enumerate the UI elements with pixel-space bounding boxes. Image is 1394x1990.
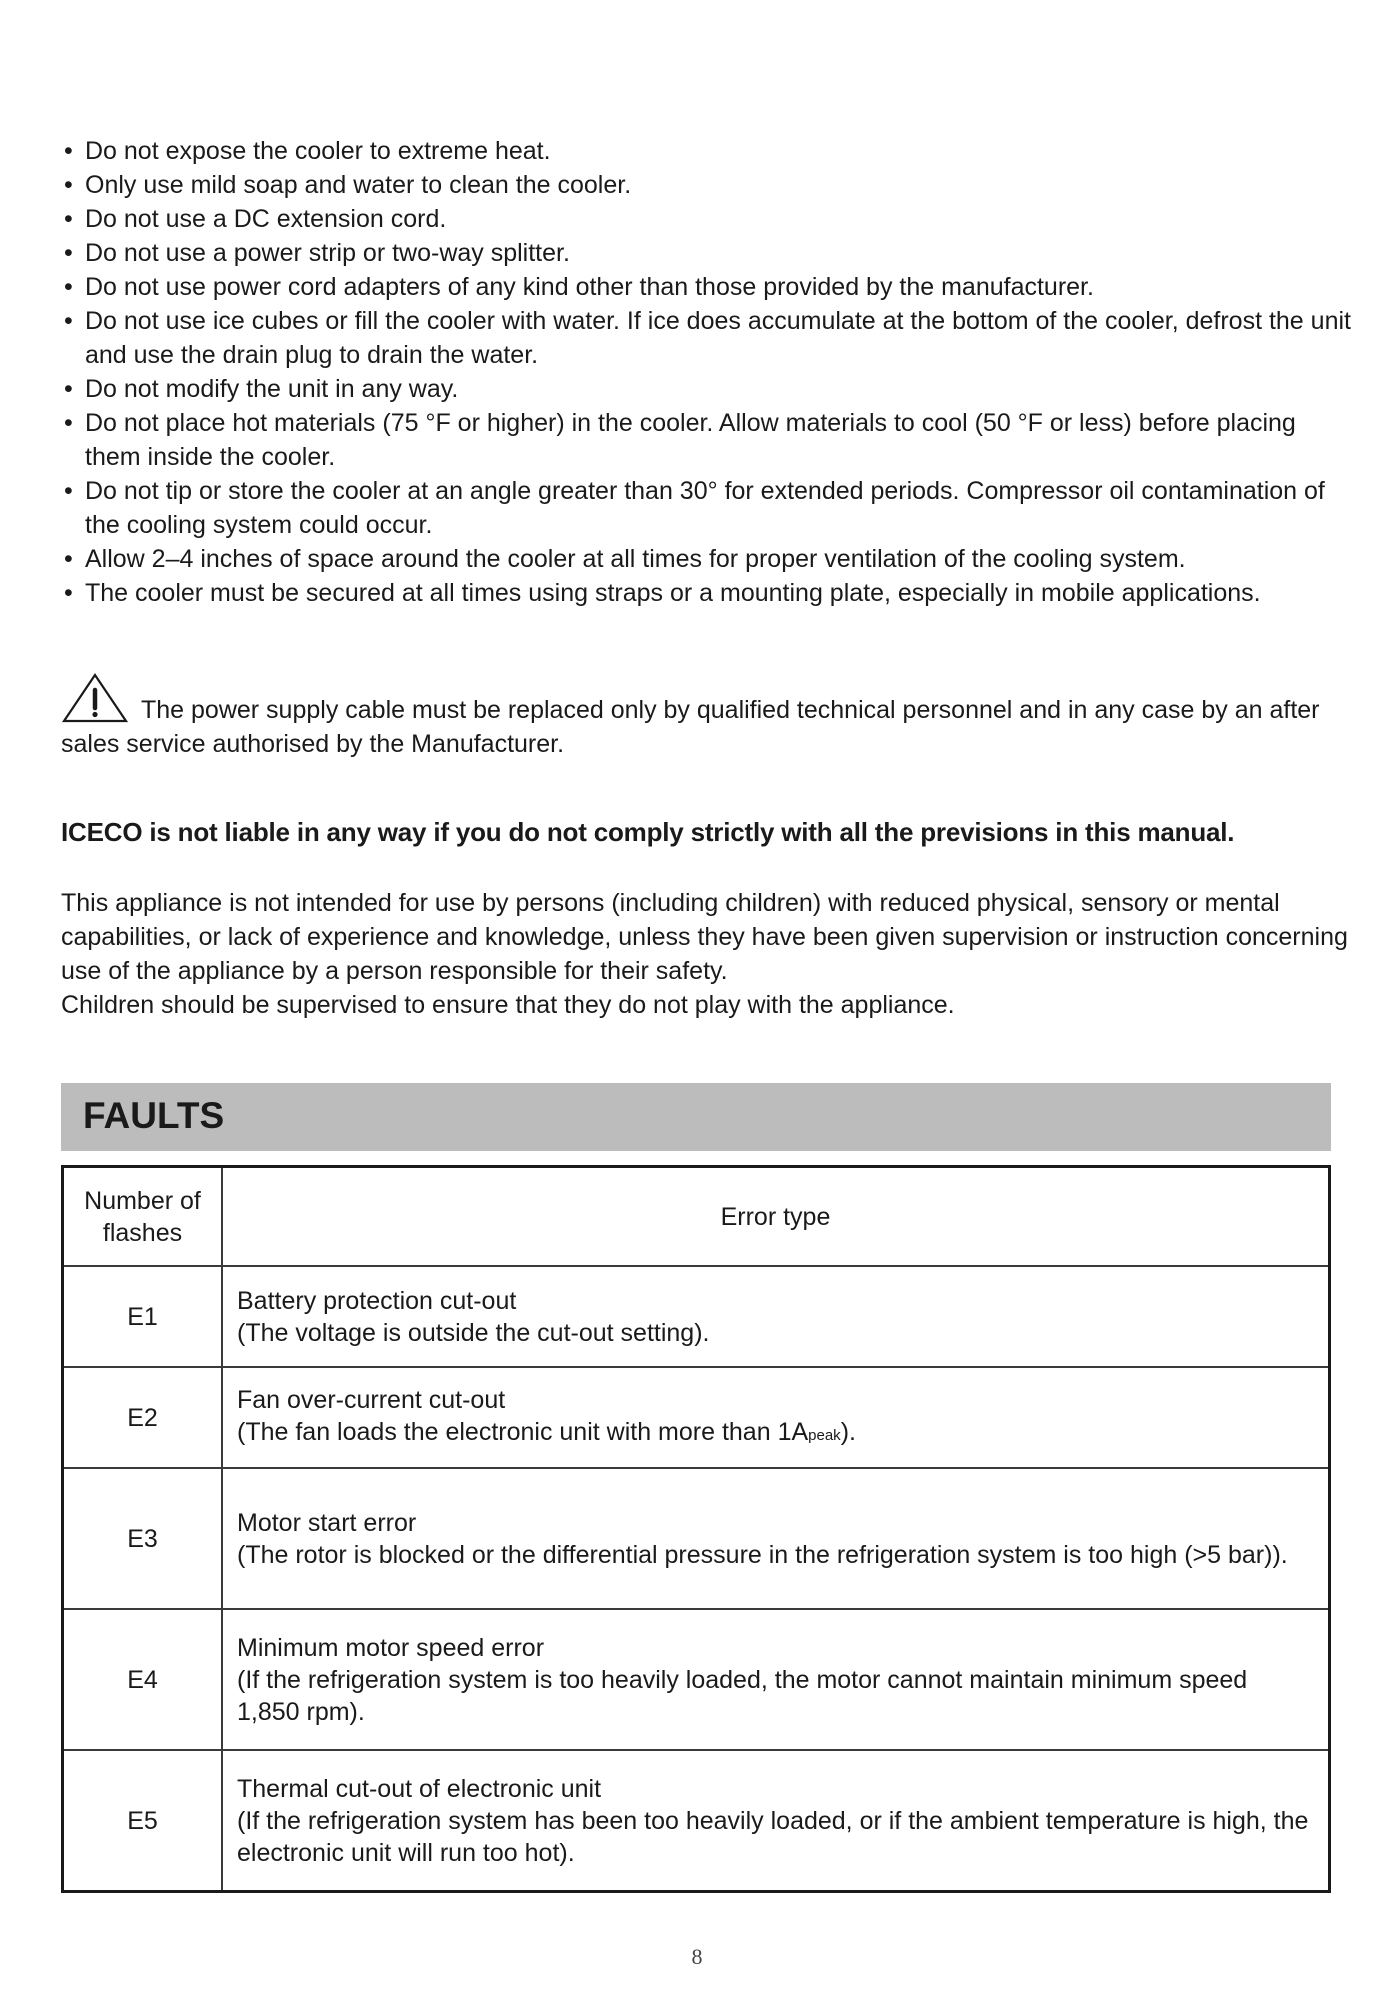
fault-description [222,1468,1330,1609]
appliance-paragraph [61,886,1351,1022]
bullet-item: • Do not modify the unit in any way. [64,372,1354,406]
bullet-dot: • [64,137,73,165]
fault-detail: (If the refrigeration system has been too heavily loaded, or if the ambient temperature is high, the electronic unit will run too hot). [237,1806,1309,1867]
fault-detail: (If the refrigeration system is too heavily loaded, the motor cannot maintain minimum speed 1,850 rpm). [237,1665,1248,1726]
table-row [63,1750,1330,1892]
paragraph-line: Children should be supervised to ensure that they do not play with the appliance. [61,991,955,1019]
table-row [63,1468,1330,1609]
fault-description [222,1609,1330,1750]
bullet-dot: • [64,477,73,505]
bullet-dot: • [64,375,73,403]
fault-description [222,1367,1330,1468]
fault-code: E2 [63,1367,223,1468]
bullet-item: • Do not use ice cubes or fill the cooler with water. If ice does accumulate at the bottom of the cooler, defrost the unit and use the drain plug to drain the water. [64,304,1354,372]
fault-code: E3 [63,1468,223,1609]
fault-title: Minimum motor speed error [237,1633,545,1662]
bullet-item: • Do not place hot materials (75 °F or higher) in the cooler. Allow materials to cool (50 °F or less) before placing them inside the cooler. [64,406,1354,474]
bullet-item: • Do not use power cord adapters of any kind other than those provided by the manufacturer. [64,270,1354,304]
bullet-dot: • [64,307,73,335]
bullet-item: • Do not tip or store the cooler at an angle greater than 30° for extended periods. Compressor oil contamination of the cooling system could occur. [64,474,1354,542]
fault-code: E4 [63,1609,223,1750]
bullet-dot: • [64,409,73,437]
bullet-item: • Do not expose the cooler to extreme heat. [64,134,1354,168]
liability-note: ICECO is not liable in any way if you do not comply strictly with all the previsions in this manual. [61,817,1235,847]
bullet-item: • Allow 2–4 inches of space around the cooler at all times for proper ventilation of the cooling system. [64,542,1354,576]
bullet-dot: • [64,205,73,233]
fault-title: Battery protection cut-out [237,1286,517,1315]
bullet-dot: • [64,239,73,267]
bullet-item: • The cooler must be secured at all times using straps or a mounting plate, especially in mobile applications. [64,576,1354,610]
bullet-item: • Only use mild soap and water to clean the cooler. [64,168,1354,202]
table-row [63,1266,1330,1367]
bullet-dot: • [64,579,73,607]
fault-title: Thermal cut-out of electronic unit [237,1774,602,1803]
faults-table [61,1165,1331,1893]
fault-detail: (The voltage is outside the cut-out setting). [237,1318,710,1347]
faults-section-header [61,1083,1331,1151]
fault-code: E5 [63,1750,223,1892]
header-error-type: Error type [222,1167,1330,1267]
bullet-dot: • [64,545,73,573]
table-row [63,1367,1330,1468]
bullet-item: • Do not use a power strip or two-way splitter. [64,236,1354,270]
bullet-dot: • [64,171,73,199]
faults-title: FAULTS [83,1095,225,1136]
bullet-item: • Do not use a DC extension cord. [64,202,1354,236]
fault-detail: (The rotor is blocked or the differential pressure in the refrigeration system is too high (>5 bar)). [237,1540,1288,1569]
warning-text: The power supply cable must be replaced only by qualified technical personnel and in any case by an after sales service authorised by the Manufacturer. [61,696,1320,758]
power-cable-warning [61,672,1351,761]
safety-bullet-list [64,134,1354,610]
header-number-of-flashes: Number of flashes [63,1167,223,1267]
fault-detail: (The fan loads the electronic unit with more than 1Apeak). [237,1417,856,1446]
fault-description [222,1750,1330,1892]
fault-title: Fan over-current cut-out [237,1385,506,1414]
paragraph-line: This appliance is not intended for use by persons (including children) with reduced physical, sensory or mental capabilities, or lack of experience and knowledge, unless they have been given supervision or instruction concerning use of the appliance by a person responsible for their safety. [61,889,1348,985]
fault-title: Motor start error [237,1508,417,1537]
subscript-peak: peak [808,1426,841,1444]
warning-triangle-icon [61,672,129,724]
fault-code: E1 [63,1266,223,1367]
fault-description [222,1266,1330,1367]
table-header-row [63,1167,1330,1267]
bullet-dot: • [64,273,73,301]
page-number: 8 [691,1944,703,1969]
table-row [63,1609,1330,1750]
